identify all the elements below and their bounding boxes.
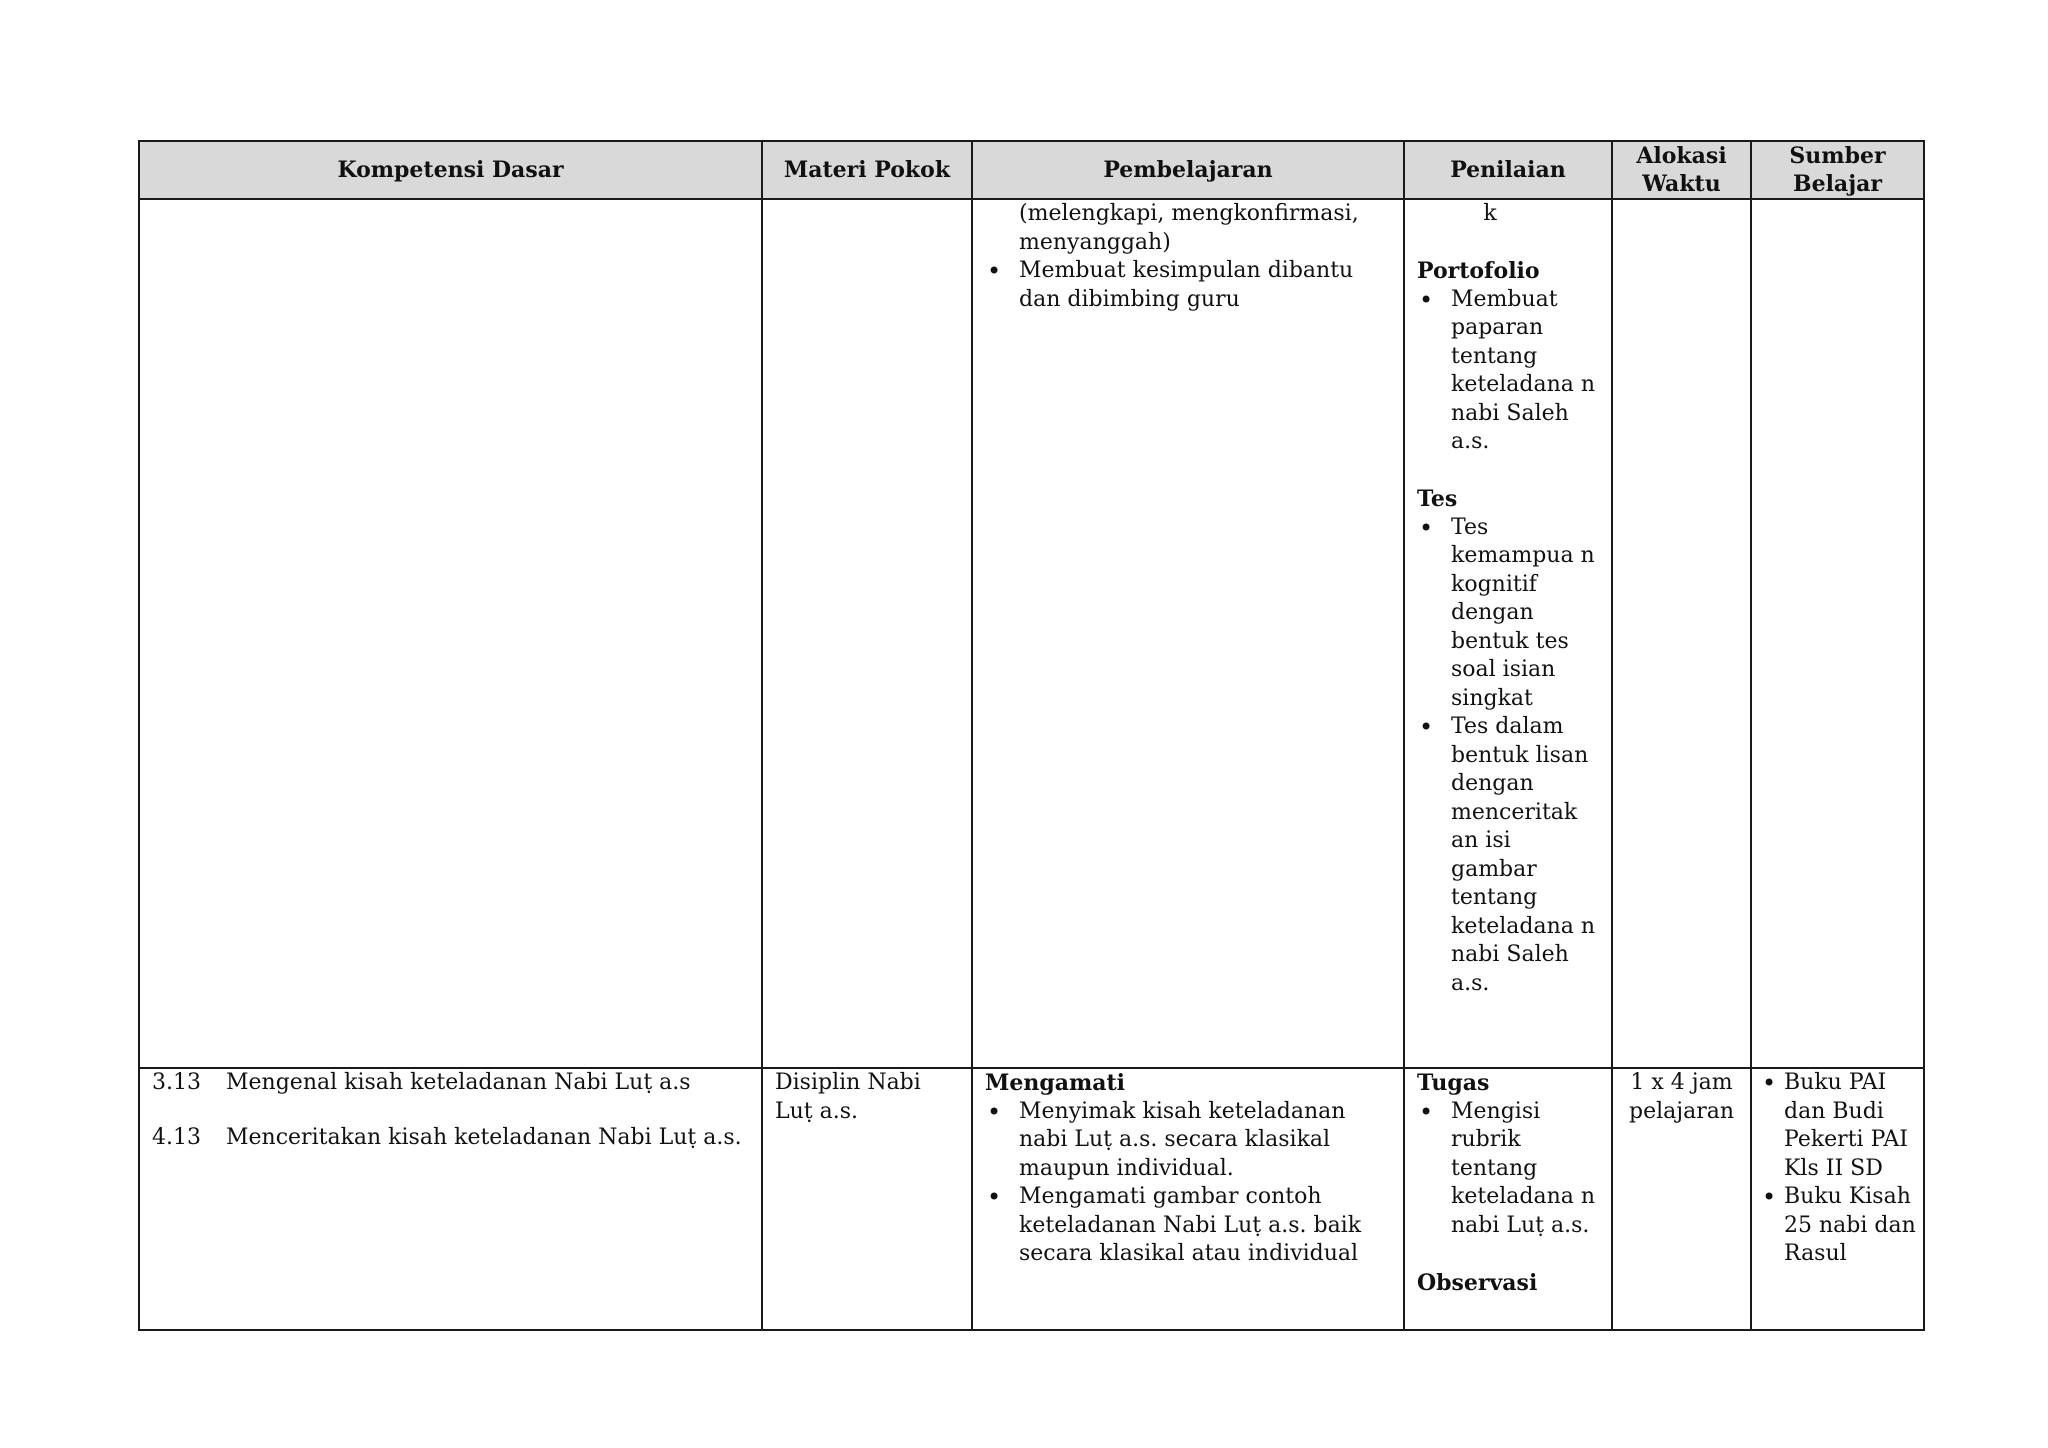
cell-materi-pokok: Disiplin Nabi Luṭ a.s. (762, 1068, 972, 1330)
observasi-title: Observasi (1417, 1269, 1538, 1296)
header-sumber-belajar (1751, 141, 1924, 199)
portofolio-title: Portofolio (1417, 258, 1540, 284)
list-item: • Tes dalam bentuk lisan dengan menceritak an isi gambar tentang keteladana n nabi Saleh a.s. (1417, 713, 1603, 998)
kd-text: Mengenal kisah keteladanan Nabi Luṭ a.s (226, 1070, 691, 1095)
table-row-continuation (139, 199, 1924, 1068)
cell-penilaian-cont (1404, 199, 1612, 1068)
kd-item-4-13 (152, 1124, 749, 1153)
cell-alokasi-waktu: 1 x 4 jam pelajaran (1612, 1068, 1751, 1330)
list-item: • Mengisi rubrik tentang keteladana n nabi Luṭ a.s. (1417, 1098, 1603, 1241)
list-item: • Buku PAI dan Budi Pekerti PAI Kls II SD (1762, 1069, 1917, 1183)
kd-item-3-13 (152, 1069, 749, 1098)
cell-penilaian (1404, 1068, 1612, 1330)
list-item: • Tes kemampua n kognitif dengan bentuk tes soal isian singkat (1417, 514, 1603, 714)
cell-kompetensi-dasar (139, 1068, 762, 1330)
list-item: • Membuat paparan tentang keteladana n nabi Saleh a.s. (1417, 286, 1603, 457)
tugas-list (1417, 1098, 1603, 1241)
header-penilaian: Penilaian (1404, 141, 1612, 199)
cell-pembelajaran (972, 1068, 1404, 1330)
list-item: • Buku Kisah 25 nabi dan Rasul (1762, 1183, 1917, 1269)
cell-sumber-belajar (1751, 1068, 1924, 1330)
header-alokasi-line1: Alokasi (1636, 143, 1727, 169)
header-pembelajaran: Pembelajaran (972, 141, 1404, 199)
cell-materi-empty (762, 199, 972, 1068)
portofolio-list (1417, 286, 1603, 457)
pembelajaran-cont-line1: (melengkapi, mengkonfirmasi, (1019, 201, 1359, 226)
table-header-row (139, 141, 1924, 199)
header-alokasi-waktu (1612, 141, 1751, 199)
pembelajaran-cont-line2: menyanggah) (1019, 229, 1171, 255)
cell-sumber-empty (1751, 199, 1924, 1068)
header-alokasi-line2: Waktu (1642, 171, 1721, 197)
tugas-title: Tugas (1417, 1070, 1490, 1096)
tes-list (1417, 514, 1603, 999)
cell-pembelajaran-cont (972, 199, 1404, 1068)
list-item: • Membuat kesimpulan dibantu dan dibimbing guru (985, 257, 1391, 314)
mengamati-list (985, 1098, 1391, 1269)
header-kompetensi-dasar: Kompetensi Dasar (139, 141, 762, 199)
list-item: • Mengamati gambar contoh keteladanan Nabi Luṭ a.s. baik secara klasikal atau individual (985, 1183, 1391, 1269)
sumber-list (1762, 1069, 1917, 1269)
kd-number: 3.13 (152, 1070, 201, 1095)
header-materi-pokok: Materi Pokok (762, 141, 972, 199)
cell-kd-empty (139, 199, 762, 1068)
mengamati-title: Mengamati (985, 1070, 1126, 1096)
lesson-plan-table (138, 140, 1925, 1331)
kd-number: 4.13 (152, 1124, 201, 1150)
tes-title: Tes (1417, 486, 1458, 512)
header-sumber-line2: Belajar (1792, 171, 1882, 197)
header-sumber-line1: Sumber (1789, 143, 1886, 169)
table-row-kd-3-13 (139, 1068, 1924, 1330)
list-item: • Menyimak kisah keteladanan nabi Luṭ a.s. secara klasikal maupun individual. (985, 1098, 1391, 1184)
cell-alokasi-empty (1612, 199, 1751, 1068)
kd-text: Menceritakan kisah keteladanan Nabi Luṭ a.s. (226, 1124, 742, 1150)
penilaian-cont-fragment: k (1483, 201, 1497, 226)
pembelajaran-bullets (985, 257, 1391, 314)
